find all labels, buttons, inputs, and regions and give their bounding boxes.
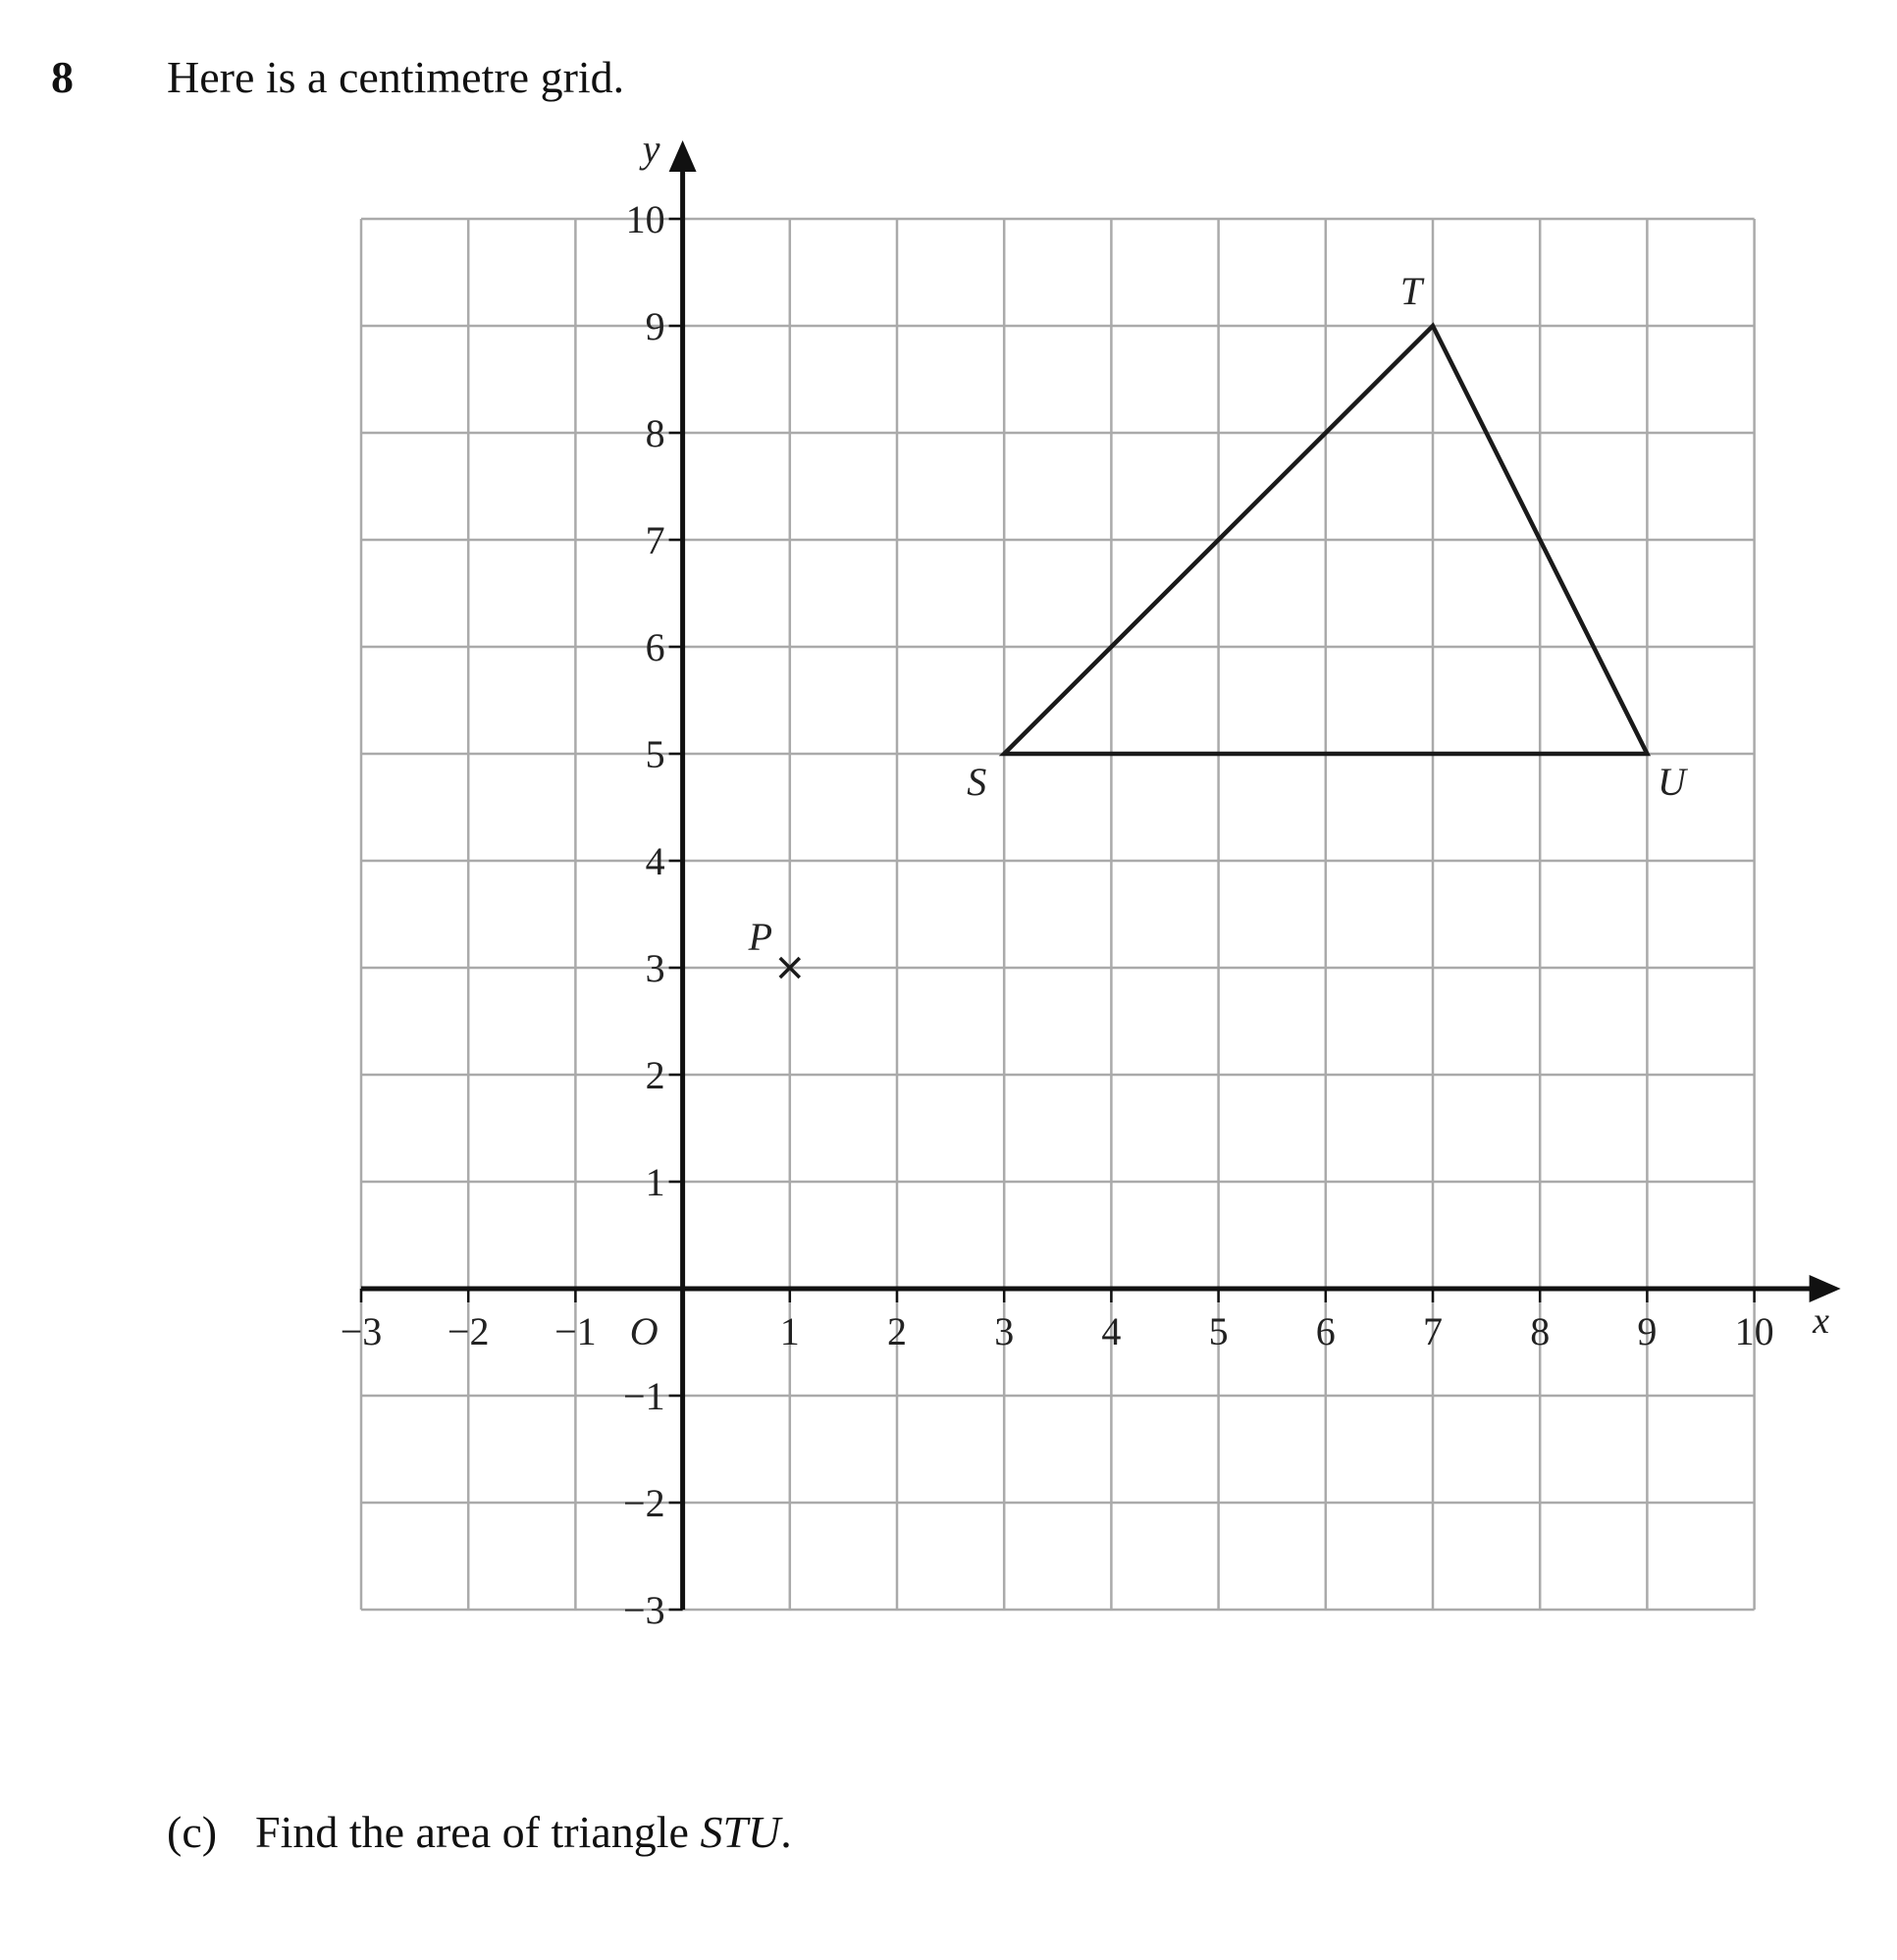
x-tick-label: 5 <box>1208 1309 1229 1353</box>
x-tick-label: 4 <box>1101 1309 1122 1353</box>
y-tick-label: 8 <box>645 411 665 455</box>
question-intro: Here is a centimetre grid. <box>167 52 625 102</box>
axes <box>361 140 1841 1610</box>
y-tick-label: −1 <box>623 1374 665 1418</box>
part-text: Find the area of triangle <box>255 1807 701 1857</box>
tick-labels <box>341 127 1829 1632</box>
x-tick-label: −3 <box>340 1309 383 1353</box>
x-tick-label: 2 <box>887 1309 907 1353</box>
y-tick-label: 3 <box>645 946 665 990</box>
part-label: (c) <box>167 1807 218 1857</box>
x-tick-label: −1 <box>554 1309 597 1353</box>
y-axis-label: y <box>642 127 660 171</box>
question-number: 8 <box>51 52 74 102</box>
y-tick-label: 7 <box>645 518 665 562</box>
x-tick-label: 8 <box>1530 1309 1551 1353</box>
y-tick-label: −2 <box>623 1481 665 1525</box>
x-tick-label: 3 <box>994 1309 1015 1353</box>
part-text-triangle-name: STU <box>700 1807 781 1857</box>
x-axis-arrow-icon <box>1810 1275 1841 1302</box>
y-tick-label: −3 <box>623 1588 665 1632</box>
y-tick-label: 1 <box>645 1160 665 1204</box>
question-part-c <box>167 1806 792 1858</box>
x-tick-label: 9 <box>1637 1309 1658 1353</box>
x-tick-label: 6 <box>1315 1309 1336 1353</box>
y-tick-label: 9 <box>645 304 665 348</box>
x-tick-label: 10 <box>1734 1309 1774 1353</box>
origin-label: O <box>629 1309 659 1353</box>
x-tick-label: −2 <box>447 1309 490 1353</box>
x-axis-label: x <box>1813 1300 1830 1342</box>
grid-lines <box>361 219 1755 1610</box>
part-text-end: . <box>780 1807 792 1857</box>
point-p-label: P <box>748 915 773 959</box>
y-tick-label: 2 <box>645 1053 665 1097</box>
y-tick-label: 6 <box>645 625 665 669</box>
y-tick-label: 10 <box>625 197 665 241</box>
y-tick-label: 4 <box>645 839 665 883</box>
vertex-label-s: S <box>967 760 987 804</box>
y-tick-label: 5 <box>645 732 665 776</box>
x-tick-label: 1 <box>779 1309 800 1353</box>
vertex-label-u: U <box>1657 760 1686 804</box>
y-axis-arrow-icon <box>669 140 697 172</box>
vertex-label-t: T <box>1399 269 1423 313</box>
x-tick-label: 7 <box>1423 1309 1443 1353</box>
